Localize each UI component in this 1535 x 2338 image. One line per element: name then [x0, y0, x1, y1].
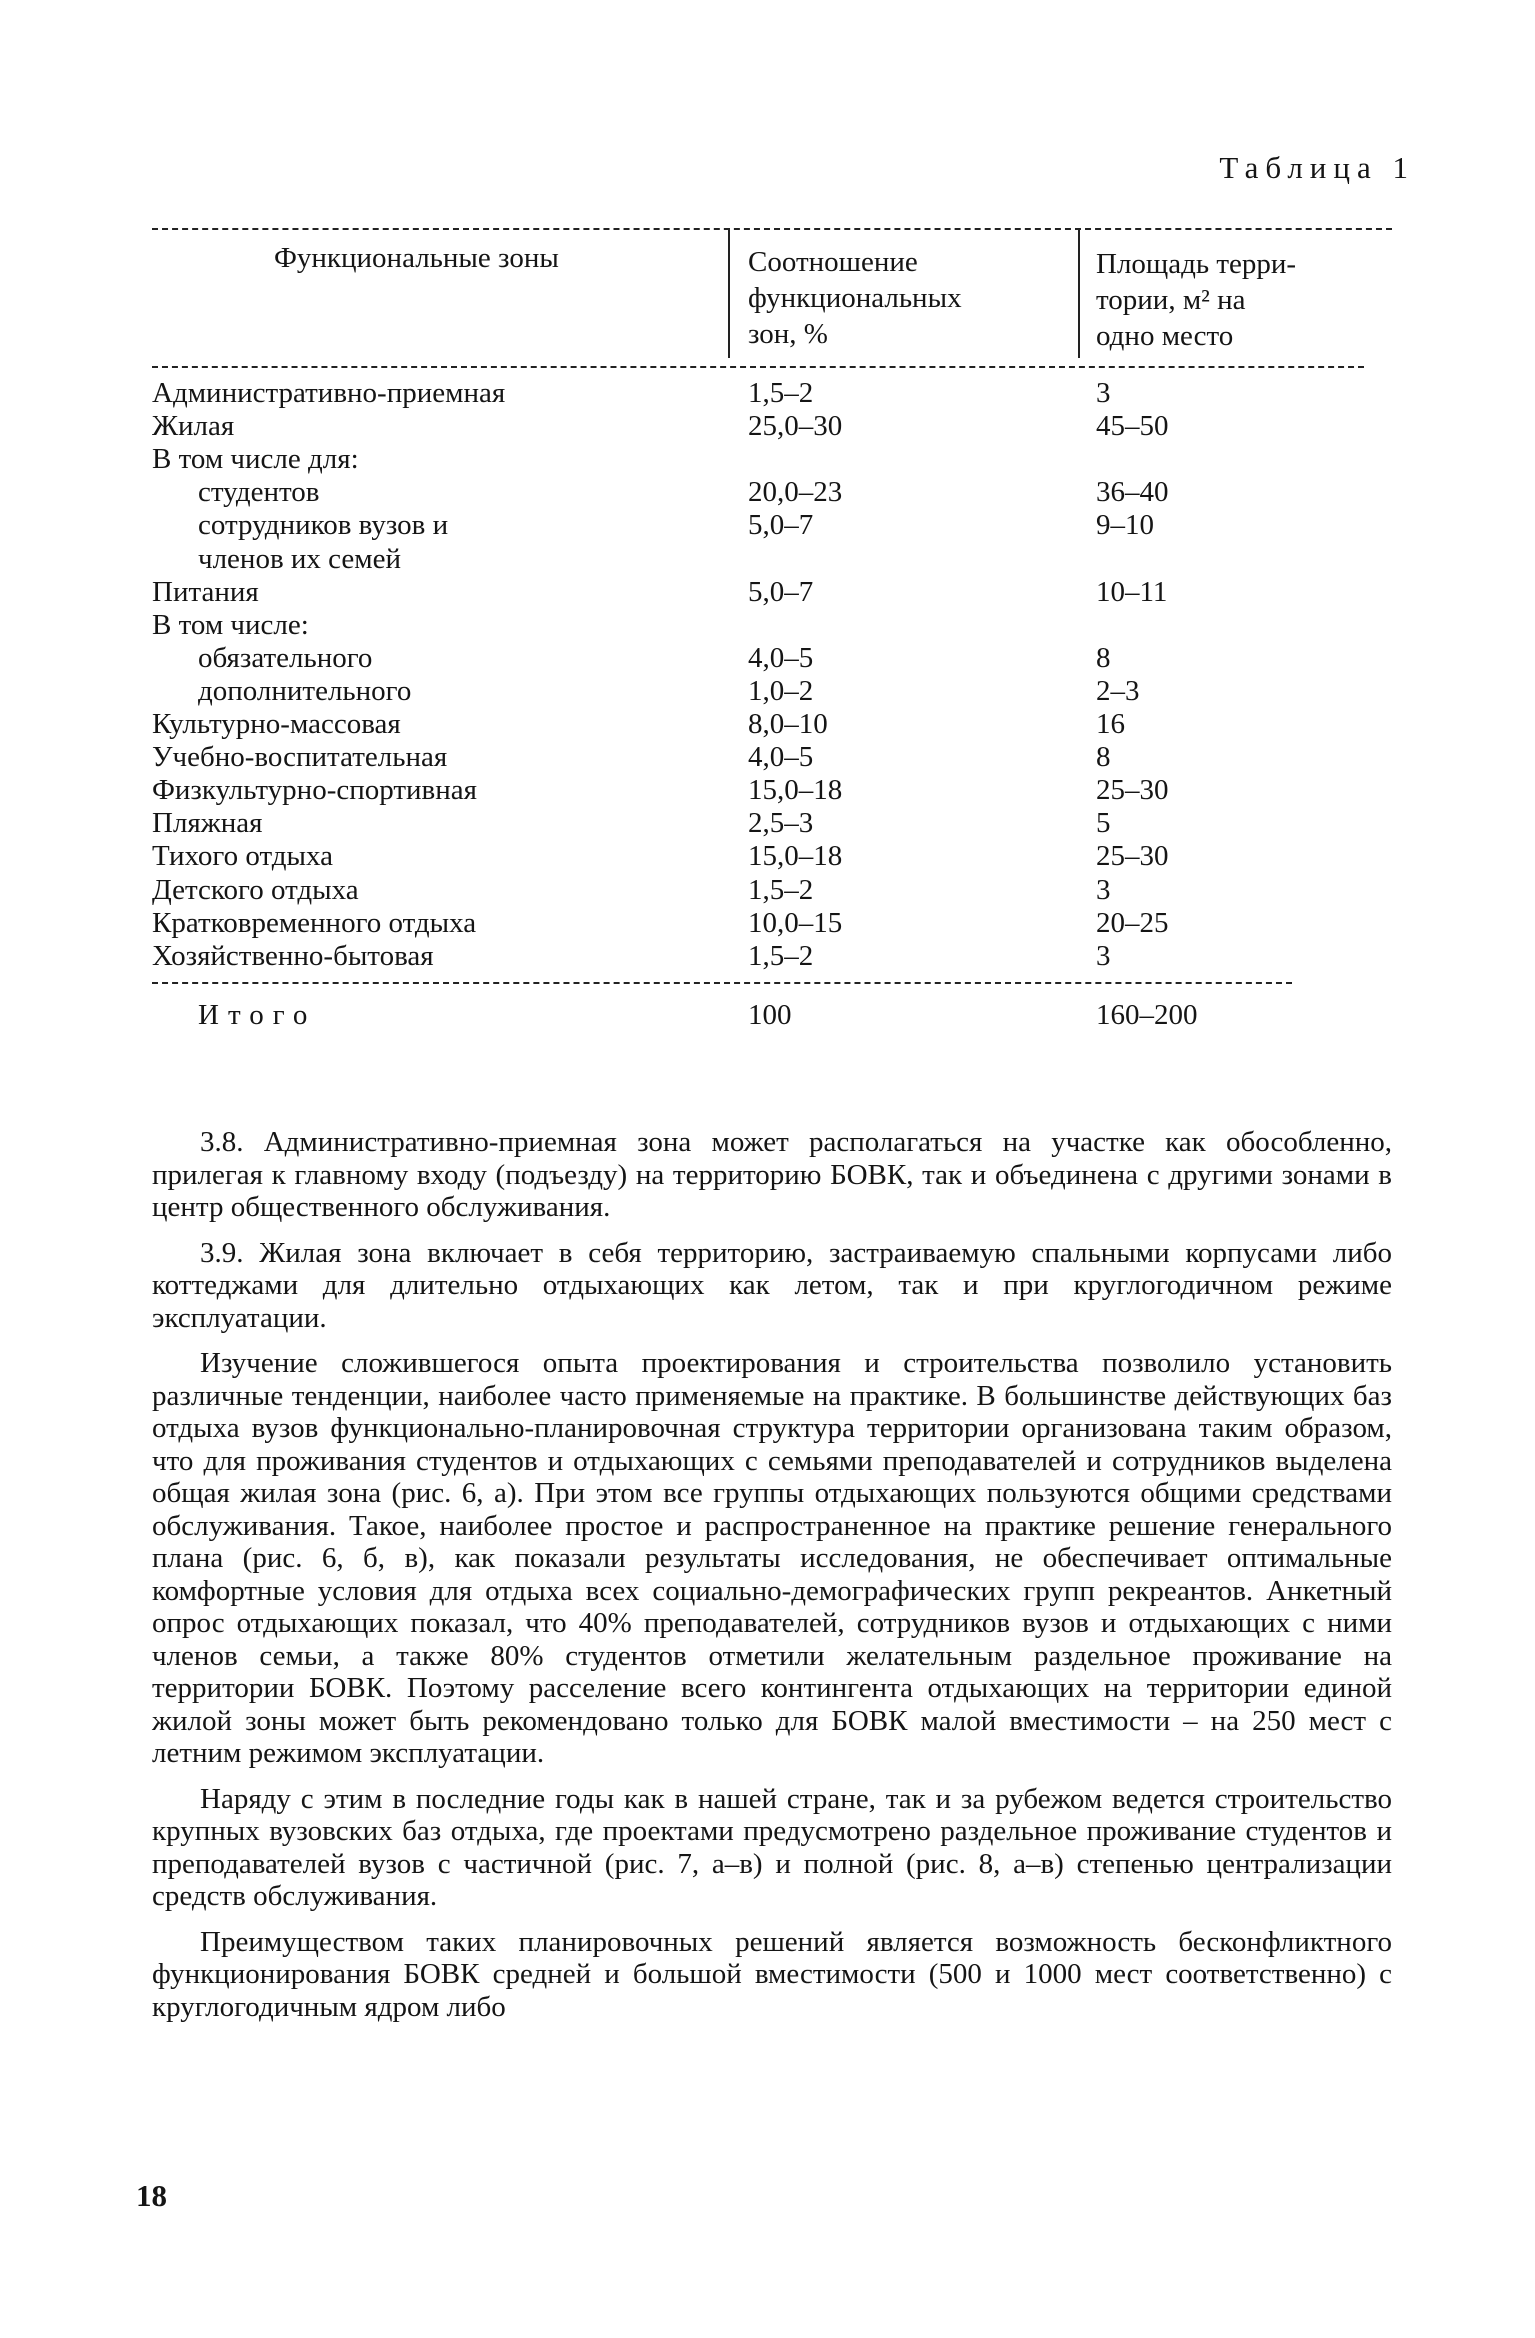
- area-cell: 10–11: [1096, 575, 1168, 608]
- ratio-cell: 1,5–2: [748, 377, 814, 409]
- area-cell: 2–3: [1096, 674, 1140, 707]
- table-row: [0, 906, 1535, 940]
- zone-cell: Культурно-массовая: [152, 708, 401, 740]
- table-caption: Таблица 1: [1219, 150, 1415, 185]
- header-ratio: Соотношение функциональных зон, %: [748, 246, 962, 350]
- table-row: [0, 376, 1535, 410]
- ratio-cell: 20,0–23: [748, 476, 843, 509]
- table-row: [0, 707, 1535, 741]
- zone-cell: членов их семей: [198, 542, 401, 575]
- ratio-cell: 4,0–5: [748, 741, 814, 774]
- zone-cell: Питания: [152, 575, 259, 608]
- paragraph-advantage: Преимуществом таких планировочных решений является возможность бесконфликтного функционирования БОВК средней и большой вместимости (500 и 1000 мест соответственно) с круглогодичным ядром либо: [152, 1925, 1392, 2023]
- ratio-cell: 8,0–10: [748, 708, 828, 740]
- zone-cell: В том числе:: [152, 608, 309, 641]
- header-zones: Функциональные зоны: [274, 242, 559, 274]
- area-cell: 25–30: [1096, 840, 1169, 873]
- body-bottom-rule: [152, 982, 1292, 984]
- area-cell: 20–25: [1096, 906, 1169, 939]
- table-row: [0, 641, 1535, 675]
- column-divider-1: [728, 228, 730, 358]
- ratio-cell: 4,0–5: [748, 641, 814, 674]
- total-label: Итого: [198, 999, 317, 1031]
- area-cell: 5: [1096, 807, 1111, 840]
- zone-cell: Физкультурно-спортивная: [152, 774, 477, 807]
- zone-cell: Хозяйственно-бытовая: [152, 939, 434, 972]
- ratio-cell: 10,0–15: [748, 906, 843, 939]
- zone-cell: Детского отдыха: [152, 873, 359, 906]
- paragraph-recent-years: Наряду с этим в последние годы как в нашей стране, так и за рубежом ведется строительство крупных вузовских баз отдыха, где проектами предусмотрено раздельное проживание студентов и преподавателей вузов с частичной (рис. 7, а–в) и полной (рис. 8, а–в) степенью централизации средств обслуживания.: [152, 1782, 1392, 1912]
- area-cell: 25–30: [1096, 774, 1169, 807]
- area-cell: 36–40: [1096, 476, 1169, 509]
- area-cell: 16: [1096, 708, 1125, 740]
- table-row: [0, 608, 1535, 642]
- ratio-cell: 1,0–2: [748, 674, 814, 707]
- zone-cell: Учебно-воспитательная: [152, 741, 448, 774]
- body-text: [152, 1126, 1392, 2036]
- table-total-row: [0, 998, 1535, 1032]
- table-row: [0, 839, 1535, 873]
- zone-cell: дополнительного: [198, 674, 412, 707]
- paragraph-3-9: 3.9. Жилая зона включает в себя территорию, застраиваемую спальными корпусами либо коттеджами для длительно отдыхающих как летом, так и при круглогодичном режиме эксплуатации.: [152, 1236, 1392, 1334]
- zone-cell: Тихого отдыха: [152, 840, 333, 873]
- zone-cell: Административно-приемная: [152, 377, 506, 409]
- table-row: [0, 806, 1535, 840]
- table-row: [0, 773, 1535, 807]
- ratio-cell: 15,0–18: [748, 774, 843, 807]
- zone-cell: Кратковременного отдыха: [152, 906, 477, 939]
- area-cell: 8: [1096, 641, 1111, 674]
- table-row: [0, 575, 1535, 609]
- table-top-rule: [152, 228, 1392, 230]
- table-row: [0, 475, 1535, 509]
- total-ratio: 100: [748, 999, 792, 1031]
- table-row: [0, 409, 1535, 443]
- header-area: Площадь терри- тории, м² на одно место: [1096, 248, 1297, 352]
- ratio-cell: 1,5–2: [748, 873, 814, 906]
- area-cell: 9–10: [1096, 509, 1154, 542]
- table-row: [0, 674, 1535, 708]
- total-area: 160–200: [1096, 999, 1198, 1031]
- ratio-cell: 2,5–3: [748, 807, 814, 840]
- ratio-cell: 5,0–7: [748, 509, 814, 542]
- zone-cell: обязательного: [198, 641, 373, 674]
- ratio-cell: 25,0–30: [748, 410, 843, 443]
- zone-cell: Жилая: [152, 410, 235, 443]
- table-row: [0, 873, 1535, 907]
- column-divider-2: [1078, 228, 1080, 358]
- ratio-cell: 1,5–2: [748, 939, 814, 972]
- zone-cell: студентов: [198, 476, 320, 509]
- table-row: [0, 508, 1535, 542]
- area-cell: 45–50: [1096, 410, 1169, 443]
- page-number: 18: [136, 2178, 167, 2213]
- area-cell: 3: [1096, 873, 1111, 906]
- paragraph-3-8: 3.8. Административно-приемная зона может располагаться на участке как обособленно, прилегая к главному входу (подъезду) на территорию БОВК, так и объединена с другими зонами в центр общественного обслуживания.: [152, 1126, 1392, 1223]
- table-row: [0, 542, 1535, 576]
- area-cell: 3: [1096, 939, 1111, 972]
- ratio-cell: 15,0–18: [748, 840, 843, 873]
- zone-cell: сотрудников вузов и: [198, 509, 449, 542]
- area-cell: 3: [1096, 377, 1111, 409]
- zone-cell: В том числе для:: [152, 443, 359, 476]
- table-row: [0, 442, 1535, 476]
- header-bottom-rule: [152, 366, 1364, 368]
- paragraph-study: Изучение сложившегося опыта проектирования и строительства позволило установить различные тенденции, наиболее часто применяемые на практике. В большинстве действующих баз отдыха вузов функционально-планировочная структура территории организована таким образом, что для проживания студентов и отдыхающих с семьями преподавателей и сотрудников выделена общая жилая зона (рис. 6, а). При этом все группы отдыхающих пользуются общими средствами обслуживания. Такое, наиболее простое и распространенное на практике решение генерального плана (рис. 6, б, в), как показали результаты исследования, не обеспечивает оптимальные комфортные условия для отдыха всех социально-демографических групп рекреантов. Анкетный опрос отдыхающих показал, что 40% преподавателей, сотрудников вузов и отдыхающих с ними членов семьи, а также 80% студентов отметили желательным раздельное проживание на территории БОВК. Поэтому расселение всего контингента отдыхающих на территории единой жилой зоны может быть рекомендовано только для БОВК малой вместимости – на 250 мест с летним режимом эксплуатации.: [152, 1347, 1392, 1769]
- ratio-cell: 5,0–7: [748, 575, 814, 608]
- zone-cell: Пляжная: [152, 807, 263, 840]
- area-cell: 8: [1096, 741, 1111, 774]
- table-row: [0, 939, 1535, 973]
- table-row: [0, 740, 1535, 774]
- zones-table: [0, 220, 1535, 1040]
